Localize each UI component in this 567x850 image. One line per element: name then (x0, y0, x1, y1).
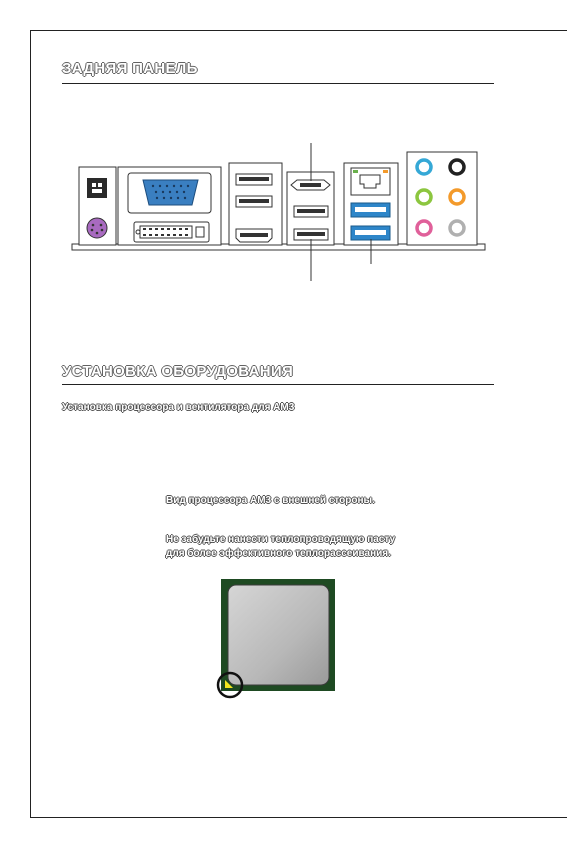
usb-hdmi-block (229, 163, 282, 245)
cpu-heat-spreader (228, 585, 329, 685)
cpu-illustration (218, 579, 335, 697)
vga-dvi-block (118, 167, 221, 245)
optical-spdif-icon (87, 178, 107, 198)
lan-usb3-block (344, 163, 398, 245)
audio-jack-gray (450, 221, 464, 235)
ps2-optical-block (79, 167, 116, 245)
section-title-hardware: УСТАНОВКА ОБОРУДОВАНИЯ (62, 363, 294, 380)
audio-jack-black (450, 160, 464, 174)
back-panel-diagram (72, 143, 485, 281)
audio-jack-blue (417, 160, 431, 174)
ps2-port-icon (87, 218, 107, 238)
audio-jack-pink (417, 221, 431, 235)
audio-jack-orange (450, 190, 464, 204)
cpu-fan-subtitle: Установка процессора и вентилятора для AM3 (62, 402, 295, 413)
firewire-usb-block (287, 172, 334, 245)
cpu-caption-view: Вид процессора AM3 с внешней стороны. (166, 495, 375, 506)
audio-jack-green (417, 190, 431, 204)
cpu-caption-paste: Не забудьте нанести теплопроводящую пасту для более эффективного теплорассеивания. (166, 534, 396, 559)
section-title-back-panel: ЗАДНЯЯ ПАНЕЛЬ (62, 60, 198, 77)
audio-block (407, 152, 477, 245)
